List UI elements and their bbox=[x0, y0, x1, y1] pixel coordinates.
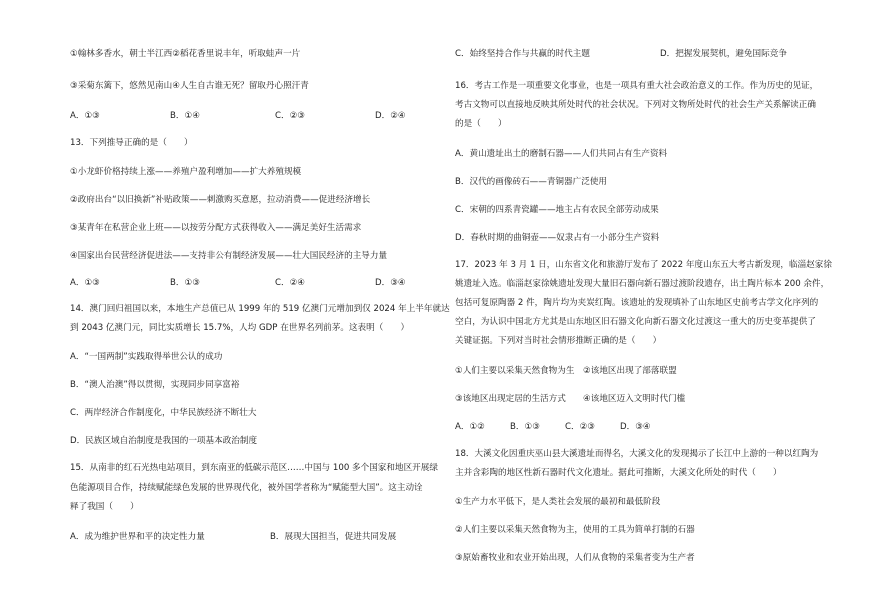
q18-statement-1: ①生产力水平低下，是人类社会发展的最初和最低阶段 bbox=[455, 497, 661, 507]
q13-statement-2: ②政府出台“以旧换新”补贴政策——刺激购买意愿，拉动消费——促进经济增长 bbox=[70, 195, 371, 205]
q17-stem-line-4: 空白，为认识中国北方尤其是山东地区旧石器文化向新石器文化过渡这一重大的历史变革提供了 bbox=[455, 317, 816, 327]
q17-statement-1-2: ①人们主要以采集天然食物为生 ②该地区出现了部落联盟 bbox=[455, 366, 677, 376]
q16-option-c[interactable]: C．宋朝的四系青瓷罐——地主占有农民全部劳动成果 bbox=[455, 205, 659, 215]
q18-statement-3: ③原始畜牧业和农业开始出现，人们从食物的采集者变为生产者 bbox=[455, 553, 695, 563]
q16-option-b[interactable]: B．汉代的画像砖石——青铜器广泛使用 bbox=[455, 177, 607, 187]
q12-option-c[interactable]: C．②③ bbox=[275, 111, 306, 121]
q18-statement-2: ②人们主要以采集天然食物为主，使用的工具为简单打制的石器 bbox=[455, 525, 695, 535]
q15-option-d[interactable]: D．把握发展契机，避免国际竞争 bbox=[660, 49, 787, 59]
q17-stem-line-2: 姚遗址入选。临淄赵家徐姚遗址发现大量旧石器向新石器过渡阶段遗存，出土陶片标本 200 余件， bbox=[455, 279, 830, 289]
q15-stem-line-2: 色能源项目合作，持续赋能绿色发展的世界现代化，被外国学者称为“赋能型大国”。这主动诠 bbox=[70, 483, 423, 493]
q17-option-d[interactable]: D．③④ bbox=[620, 422, 651, 432]
q18-stem-line-2: 主并含彩陶的地区性新石器时代文化遗址。据此可推断，大溪文化所处的时代（ ） bbox=[455, 468, 782, 478]
q14-option-a[interactable]: A．“一国两制”实践取得举世公认的成功 bbox=[70, 352, 223, 362]
q12-statement-1-2: ①翰林多香水，朝士半江西②稻花香里说丰年，听取蛙声一片 bbox=[70, 49, 301, 59]
q12-statement-3-4: ③采菊东篱下，悠然见南山④人生自古谁无死？留取丹心照汗青 bbox=[70, 81, 309, 91]
q12-option-b[interactable]: B．①④ bbox=[170, 111, 200, 121]
q17-stem-line-3: 包括可复原陶器 2 件，陶片均为夹炭红陶。该遗址的发现填补了山东地区史前考古学文化序列的 bbox=[455, 298, 819, 308]
q17-stem-line-1: 17．2023 年 3 月 1 日，山东省文化和旅游厅发布了 2022 年度山东五大考古新发现，临淄赵家徐 bbox=[455, 260, 832, 270]
q16-option-d[interactable]: D．春秋时期的曲铜壶——奴隶占有一小部分生产资料 bbox=[455, 233, 660, 243]
q13-statement-3: ③某青年在私营企业上班——以按劳分配方式获得收入——满足美好生活需求 bbox=[70, 223, 362, 233]
q12-option-a[interactable]: A．①③ bbox=[70, 111, 100, 121]
q17-option-c[interactable]: C．②③ bbox=[565, 422, 596, 432]
q17-statement-3-4: ③该地区出现定居的生活方式 ④该地区迈入文明时代门槛 bbox=[455, 394, 686, 404]
q15-option-b[interactable]: B．展现大国担当，促进共同发展 bbox=[270, 532, 397, 542]
q15-option-c[interactable]: C．始终坚持合作与共赢的时代主题 bbox=[455, 49, 590, 59]
q15-stem-line-1: 15．从南非的红石光热电站项目，到东南亚的低碳示范区……中国与 100 多个国家和地区开展绿 bbox=[70, 463, 438, 473]
q16-stem-line-3: 的是（ ） bbox=[455, 119, 507, 129]
q13-option-a[interactable]: A．①③ bbox=[70, 278, 100, 288]
q13-option-b[interactable]: B．①③ bbox=[170, 278, 200, 288]
q16-option-a[interactable]: A．黄山遗址出土的磨制石器——人们共同占有生产资料 bbox=[455, 149, 668, 159]
q13-option-c[interactable]: C．②④ bbox=[275, 278, 306, 288]
q14-stem-line-2: 到 2043 亿澳门元，同比实质增长 15.7%，人均 GDP 在世界名列前茅。这表明（ ） bbox=[70, 323, 410, 333]
q15-option-a[interactable]: A．成为维护世界和平的决定性力量 bbox=[70, 532, 205, 542]
q12-option-d[interactable]: D．②④ bbox=[375, 111, 406, 121]
q16-stem-line-2: 考古文物可以直接地反映其所处时代的社会状况。下列对文物所处时代的社会生产关系解读正确 bbox=[455, 100, 816, 110]
q17-option-b[interactable]: B．①③ bbox=[510, 422, 540, 432]
q14-option-d[interactable]: D．民族区域自治制度是我国的一项基本政治制度 bbox=[70, 436, 258, 446]
q14-option-b[interactable]: B．“澳人治澳”得以贯彻，实现同步同享富裕 bbox=[70, 380, 240, 390]
q13-statement-1: ①小龙虾价格持续上涨——养殖户盈利增加——扩大养殖规模 bbox=[70, 167, 302, 177]
q15-stem-line-3: 释了我国（ ） bbox=[70, 502, 139, 512]
q14-stem-line-1: 14．澳门回归祖国以来，本地生产总值已从 1999 年的 519 亿澳门元增加到仅 2024 年上半年就达 bbox=[70, 304, 450, 314]
q13-option-d[interactable]: D．③④ bbox=[375, 278, 406, 288]
q18-stem-line-1: 18．大溪文化因重庆巫山县大溪遗址而得名，大溪文化的发现揭示了长江中上游的一种以红陶为 bbox=[455, 449, 819, 459]
q13-stem: 13．下列推导正确的是（ ） bbox=[70, 138, 193, 148]
q17-option-a[interactable]: A．①② bbox=[455, 422, 485, 432]
q16-stem-line-1: 16．考古工作是一项重要文化事业，也是一项具有重大社会政治意义的工作。作为历史的见证， bbox=[455, 81, 819, 91]
q13-statement-4: ④国家出台民营经济促进法——支持非公有制经济发展——壮大国民经济的主导力量 bbox=[70, 251, 388, 261]
q14-option-c[interactable]: C．两岸经济合作制度化，中华民族经济不断壮大 bbox=[70, 408, 257, 418]
q17-stem-line-5: 关键证据。下列对当时社会情形推断正确的是（ ） bbox=[455, 336, 662, 346]
